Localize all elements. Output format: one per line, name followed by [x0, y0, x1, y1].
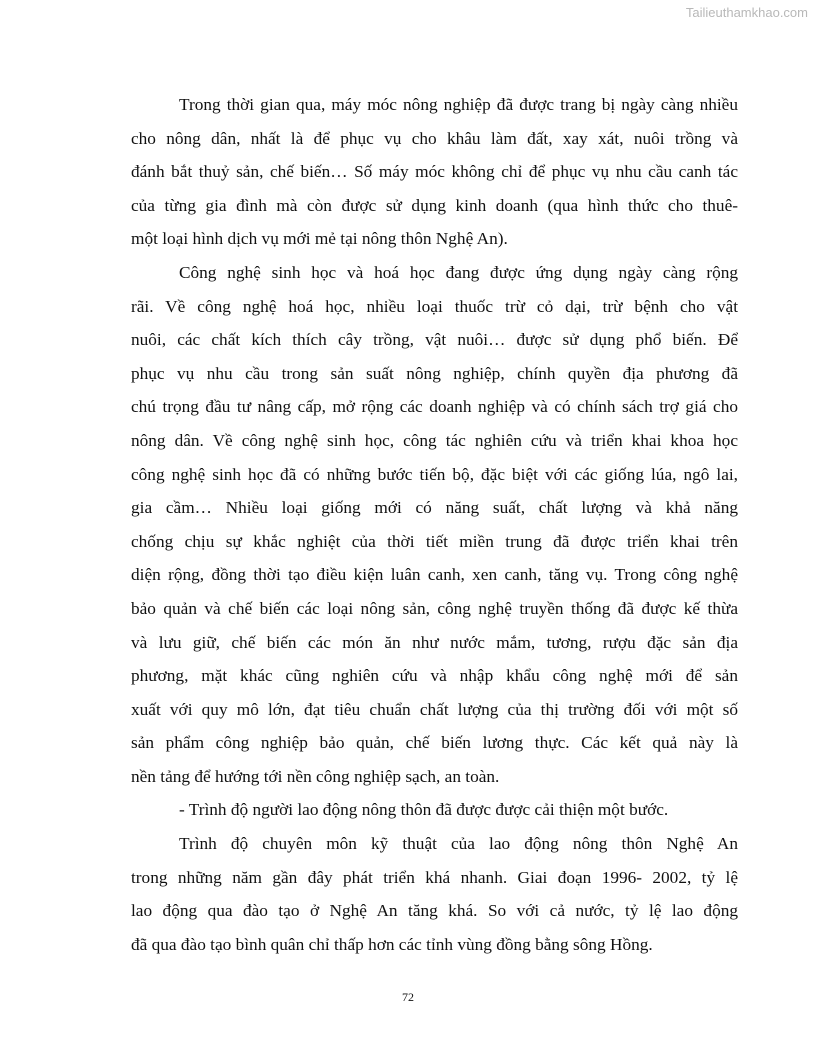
text-line: gia cầm… Nhiều loại giống mới có năng suất, chất lượng và khả năng [131, 498, 738, 518]
text-line: công nghệ sinh học đã có những bước tiến bộ, đặc biệt với các giống lúa, ngô lai, [131, 464, 738, 484]
text-line: đánh bắt thuỷ sản, chế biến… Số máy móc không chỉ để phục vụ nhu cầu canh tác [131, 162, 738, 182]
text-line: đã qua đào tạo bình quân chỉ thấp hơn các tỉnh vùng đồng bằng sông Hồng. [131, 934, 653, 954]
text-line: Trong thời gian qua, máy móc nông nghiệp đã được trang bị ngày càng nhiều [179, 95, 738, 114]
text-line: xuất với quy mô lớn, đạt tiêu chuẩn chất lượng của thị trường đối với một số [131, 699, 738, 719]
text-line: của từng gia đình mà còn được sử dụng kinh doanh (qua hình thức cho thuê- [131, 195, 738, 215]
text-line: nền tảng để hướng tới nền công nghiệp sạch, an toàn. [131, 766, 500, 786]
text-line: Công nghệ sinh học và hoá học đang được ứng dụng ngày càng rộng [179, 262, 738, 282]
text-line: - Trình độ người lao động nông thôn đã được được cải thiện một bước. [179, 800, 669, 820]
text-line: một loại hình dịch vụ mới mẻ tại nông thôn Nghệ An). [131, 229, 508, 249]
text-line: chú trọng đầu tư nâng cấp, mở rộng các doanh nghiệp và có chính sách trợ giá cho [131, 397, 738, 417]
text-line: rãi. Về công nghệ hoá học, nhiều loại thuốc trừ cỏ dại, trừ bệnh cho vật [131, 296, 738, 316]
text-line: và lưu giữ, chế biến các món ăn như nước mắm, tương, rượu đặc sản địa [131, 632, 738, 652]
document-body [131, 88, 738, 961]
text-line: bảo quản và chế biến các loại nông sản, công nghệ truyền thống đã được kế thừa [131, 598, 738, 618]
text-line: phục vụ nhu cầu trong sản suất nông nghiệp, chính quyền địa phương đã [131, 363, 738, 383]
paragraph [131, 827, 738, 961]
watermark: Tailieuthamkhao.com [685, 5, 808, 20]
text-line: trong những năm gần đây phát triển khá nhanh. Giai đoạn 1996- 2002, tỷ lệ [131, 867, 738, 887]
paragraph [131, 256, 738, 794]
text-line: sản phẩm công nghiệp bảo quản, chế biến lương thực. Các kết quả này là [131, 733, 738, 753]
text-line: nông dân. Về công nghệ sinh học, công tác nghiên cứu và triển khai khoa học [131, 430, 738, 450]
text-line: diện rộng, đồng thời tạo điều kiện luân canh, xen canh, tăng vụ. Trong công nghệ [131, 565, 738, 585]
text-line: cho nông dân, nhất là để phục vụ cho khâu làm đất, xay xát, nuôi trồng và [131, 128, 738, 148]
text-line: Trình độ chuyên môn kỹ thuật của lao động nông thôn Nghệ An [179, 834, 738, 854]
text-line: nuôi, các chất kích thích cây trồng, vật nuôi… được sử dụng phổ biến. Để [131, 330, 738, 350]
text-line: phương, mặt khác cũng nghiên cứu và nhập khẩu công nghệ mới để sản [131, 666, 738, 686]
page-number: 72 [402, 990, 414, 1004]
paragraph [131, 88, 738, 256]
text-line: lao động qua đào tạo ở Nghệ An tăng khá. So với cả nước, tỷ lệ lao động [131, 901, 738, 921]
text-line: chống chịu sự khắc nghiệt của thời tiết miền trung đã được triển khai trên [131, 531, 738, 551]
paragraph [131, 793, 738, 827]
